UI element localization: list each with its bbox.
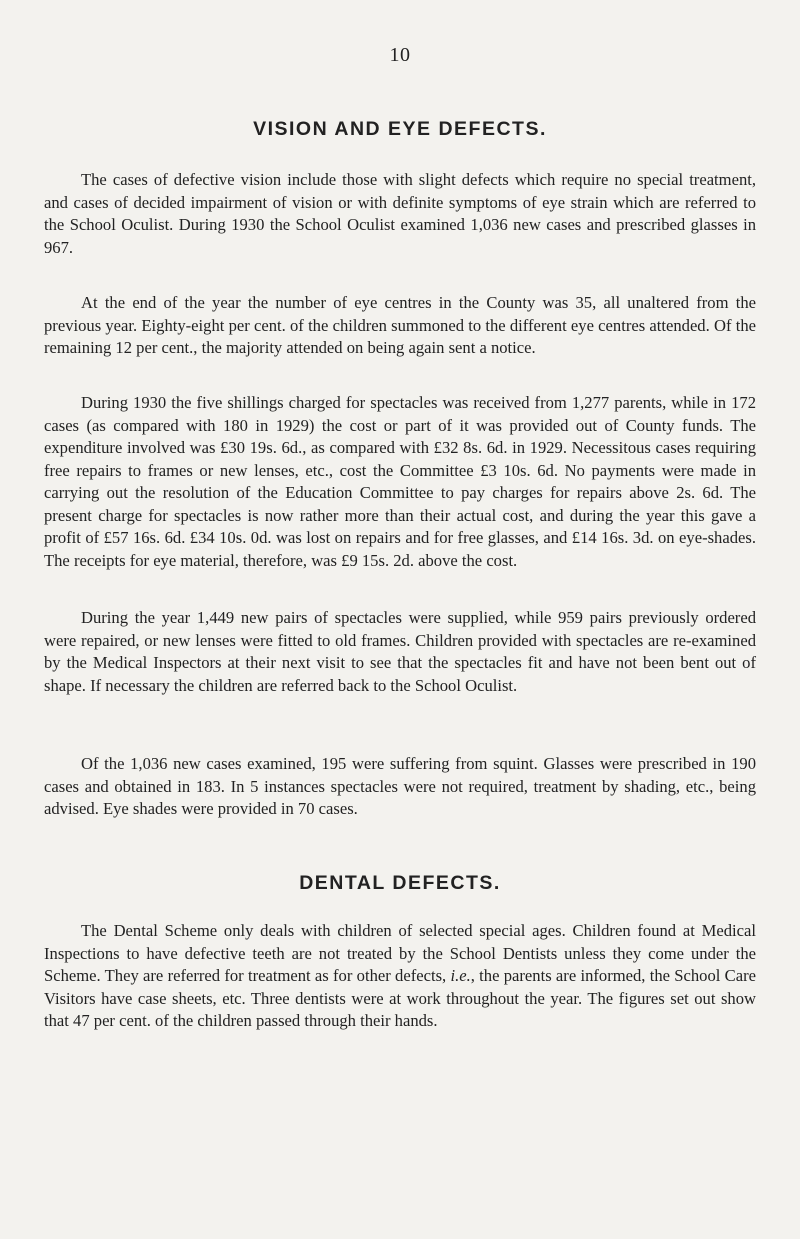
dental-paragraph-text-b: , the parents are informed, the School Care Visitors have case sheets, etc. Three dentists were at work throughout the year. The figures set out show that 47 per cent. of the children passed through their hands. xyxy=(44,966,756,1030)
vision-heading: VISION AND EYE DEFECTS. xyxy=(253,118,547,140)
dental-paragraph-text-a: The Dental Scheme only deals with children of selected special ages. Children found at Medical Inspections to have defective teeth are not treated by the School Dentists unless they come under the Scheme. They are referred for treatment as for other defects, xyxy=(44,921,756,985)
dental-paragraph xyxy=(44,920,756,1033)
vision-paragraph-3: During 1930 the five shillings charged for spectacles was received from 1,277 parents, while in 172 cases (as compared with 180 in 1929) the cost or part of it was provided out of County funds. The expenditure involved was £30 19s. 6d., as compared with £32 8s. 6d. in 1929. Necessitous cases requiring free repairs to frames or new lenses, etc., cost the Committee £3 10s. 6d. No payments were made in carrying out the resolution of the Education Committee to pay charges for repairs above 2s. 6d. The present charge for spectacles is now rather more than their actual cost, and during the year this gave a profit of £57 16s. 6d. £34 10s. 0d. was lost on repairs and for free glasses, and £14 16s. 3d. on eye-shades. The receipts for eye material, therefore, was £9 15s. 2d. above the cost. xyxy=(44,393,756,570)
page-number: 10 xyxy=(389,44,411,66)
vision-paragraph-5: Of the 1,036 new cases examined, 195 were suffering from squint. Glasses were prescribed in 190 cases and obtained in 183. In 5 instances spectacles were not required, treatment by shading, etc., being advised. Eye shades were provided in 70 cases. xyxy=(44,754,756,818)
dental-heading: DENTAL DEFECTS. xyxy=(299,872,501,894)
vision-paragraph-1: The cases of defective vision include those with slight defects which require no special treatment, and cases of decided impairment of vision or with definite symptoms of eye strain which are referred to the School Oculist. During 1930 the School Oculist examined 1,036 new cases and prescribed glasses in 967. xyxy=(44,170,756,257)
vision-paragraph-2: At the end of the year the number of eye centres in the County was 35, all unaltered from the previous year. Eighty-eight per cent. of the children summoned to the different eye centres attended. Of the remaining 12 per cent., the majority attended on being again sent a notice. xyxy=(44,293,756,357)
vision-paragraph-4: During the year 1,449 new pairs of spectacles were supplied, while 959 pairs previously ordered were repaired, or new lenses were fitted to old frames. Children provided with spectacles are re-examined by the Medical Inspectors at their next visit to see that the spectacles fit and have not been bent out of shape. If necessary the children are referred back to the School Oculist. xyxy=(44,608,756,695)
dental-paragraph-ie: i.e. xyxy=(450,966,471,985)
